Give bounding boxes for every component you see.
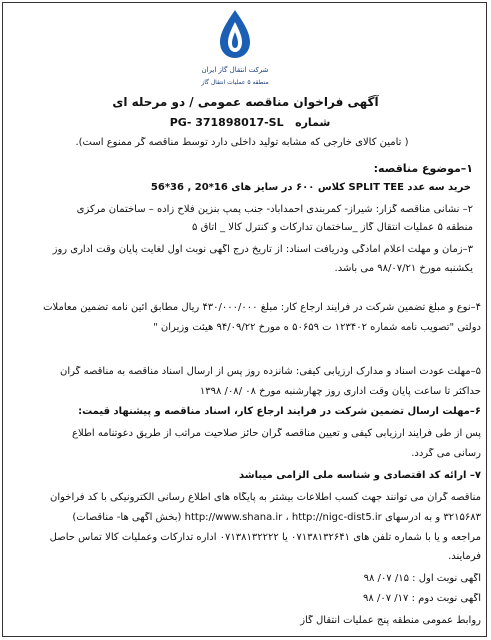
section-3-line1: ۳–زمان و مهلت اعلام آمادگی ودریافت اسناد: از تاریخ درج آگهی نوبت اول لغایت پایان وقت اداری روز	[52, 244, 473, 255]
section-6-line1: پس از طی فرایند ارزیابی کیفی و تعیین مناقصه گران حائز صلاحیت مراتب از طریق دعوتنامه اطلاع	[72, 428, 481, 439]
second-notice-date: آگهی نوبت دوم : ۱۷/ ۰۷/ ۹۸	[363, 593, 481, 604]
logo-org-line1: شرکت انتقال گاز ایران	[201, 66, 269, 74]
section-4-line1: ۴–نوع و مبلغ تضمین شرکت در فرایند ارجاع کار: مبلغ ۴۳۰/۰۰۰/۰۰۰ ریال مطابق آئین نامه تضمین معاملات	[43, 302, 481, 313]
public-relations-signature: روابط عمومی منطقه پنج عملیات انتقال گاز	[300, 615, 481, 626]
section-2-line1: ۲– نشانی مناقصه گزار: شیراز- کمربندی احمدآباد- جنب پمپ بنزین فلاح زاده – ساختمان مرکزی	[76, 204, 473, 215]
section-1-title: ۱–موضوع مناقصه:	[373, 162, 473, 175]
section-7-line1: مناقصه گران می توانند جهت کسب اطلاعات بیشتر به پایگاه های اطلاع رسانی الکترونیکی با کد فراخوان	[50, 492, 481, 503]
tender-number-value: PG- 371898017-SL	[169, 116, 284, 129]
page-title: آگهی فراخوان مناقصه عمومی / دو مرحله ای	[112, 95, 379, 109]
section-7-line2: ۳۲۱۵۶۸۳ و به آدرسهای http://www.shana.ir ، http://nigc-dist5.ir (بخش آگهی ها- مناقصات)	[72, 512, 481, 523]
section-7-line4: فرمایند.	[448, 551, 481, 562]
section-6-line2: رسانی می گردد.	[411, 448, 481, 459]
section-6-title: ۶–مهلت ارسال تضمین شرکت در فرایند ارجاع کار، اسناد مناقصه و پیشنهاد قیمت:	[78, 406, 481, 417]
tender-number	[150, 116, 350, 129]
section-4-line2: دولتی "تصویب نامه شماره ۱۲۳۴۰۲ ت ۵۰۶۵۹ ه مورخ ۹۴/۰۹/۲۲ هیئت وزیران "	[153, 322, 481, 333]
section-1-body: خرید سه عدد SPLIT TEE کلاس ۶۰۰ در سایز های 16*20 , 36*56	[150, 182, 471, 193]
logo-org-line2: منطقه ۵ عملیات انتقال گاز	[201, 79, 269, 86]
section-7-line3: مراجعه و یا با شماره تلفن های ۰۷۱۳۸۱۳۲۶۴۱ یا ۰۷۱۳۸۱۳۲۲۲۲ اداره تدارکات وعملیات کالا تماس حاصل	[49, 532, 481, 543]
section-3-line2: یکشنبه مورخ ۹۸/۰۷/۲۱ می باشد.	[334, 263, 473, 274]
tender-number-label: شماره	[295, 116, 331, 129]
section-7-title: ۷– ارائه کد اقتصادی و شناسه ملی الزامی میباشد	[239, 470, 481, 481]
section-5-line1: ۵–مهلت عودت اسناد و مدارک ارزیابی کیفی: شانزده روز پس از ارسال اسناد مناقصه به مناقصه گران	[60, 366, 481, 377]
section-5-line2: حداکثر تا ساعت پایان وقت اداری روز چهارشنبه مورخ ۰۸ /۰۸/ ۱۳۹۸	[199, 386, 481, 397]
tender-note: ( تامین کالای خارجی که مشابه تولید داخلی دارد توسط مناقصه گر ممنوع است).	[75, 137, 409, 148]
first-notice-date: آگهی نوبت اول : ۱۵/ ۰۷/ ۹۸	[363, 573, 481, 584]
section-2-line2: منطقه ۵ عملیات انتقال گاز _ساختمان تدارکات و کنترل کالا _ اتاق ۵	[192, 222, 473, 233]
company-logo-icon	[200, 6, 270, 91]
